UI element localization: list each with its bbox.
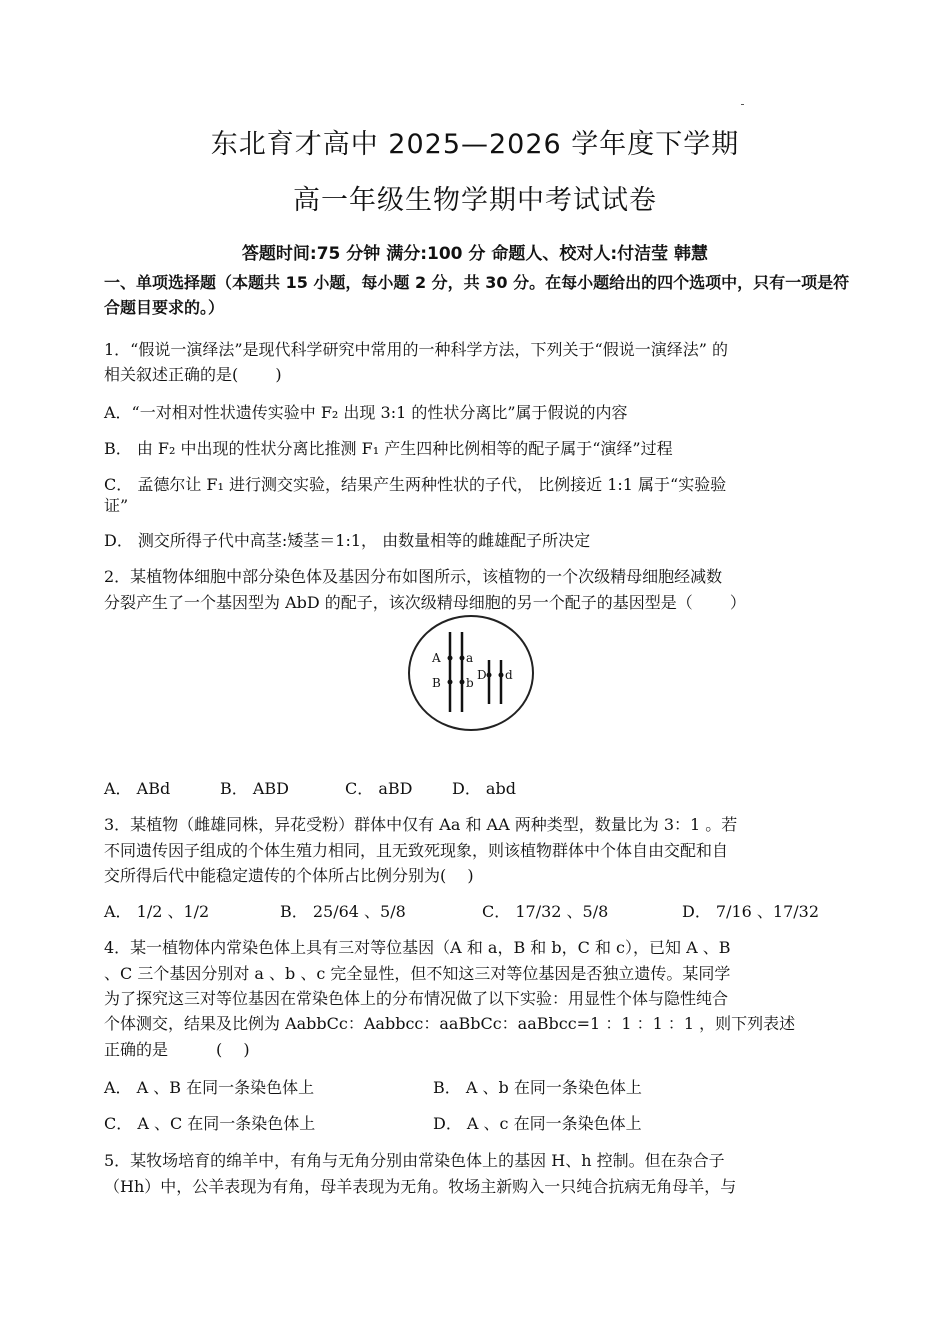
gene-label-b: b <box>466 676 474 690</box>
q4-stem-line5: 正确的是 ( ) <box>104 1040 250 1059</box>
q4-option-a: A． A 、B 在同一条染色体上 <box>104 1078 315 1097</box>
gene-label-A: A <box>432 651 441 665</box>
q4-stem-line3: 为了探究这三对等位基因在常染色体上的分布情况做了以下实验：用显性个体与隐性纯合 <box>104 989 729 1008</box>
gene-label-a: a <box>466 651 474 665</box>
q3-option-a: A． 1/2 、1/2 <box>104 902 210 921</box>
q1-stem-line1: 1．“假说一演绎法”是现代科学研究中常用的一种科学方法，下列关于“假说一演绎法” 的 <box>104 340 728 359</box>
q5-stem-line2: （Hh）中，公羊表现为有角，母羊表现为无角。牧场主新购入一只纯合抗病无角母羊，与 <box>104 1177 737 1196</box>
q3-option-b: B． 25/64 、5/8 <box>280 902 406 921</box>
page-title: 东北育才高中 2025—2026 学年度下学期 <box>210 129 740 160</box>
q2-option-a: A． ABd <box>104 779 171 798</box>
q1-option-b: B． 由 F₂ 中出现的性状分离比推测 F₁ 产生四种比例相等的配子属于“演绎”过程 <box>104 439 673 458</box>
q4-stem-line2: 、C 三个基因分别对 a 、b 、c 完全显性，但不知这三对等位基因是否独立遗传。某同学 <box>104 964 731 983</box>
cell-outline <box>409 616 533 730</box>
gene-label-D: D <box>477 668 487 682</box>
q4-option-c: C． A 、C 在同一条染色体上 <box>104 1114 316 1133</box>
q1-option-a: A．“一对相对性状遗传实验中 F₂ 出现 3:1 的性状分离比”属于假说的内容 <box>104 403 628 422</box>
q3-option-c: C． 17/32 、5/8 <box>482 902 609 921</box>
q1-option-c-line1: C． 孟德尔让 F₁ 进行测交实验，结果产生两种性状的子代， 比例接近 1:1 属于“实验验 <box>104 475 727 494</box>
q3-option-d: D． 7/16 、17/32 <box>682 902 820 921</box>
q4-option-b: B． A 、b 在同一条染色体上 <box>433 1078 642 1097</box>
q1-option-c-line2: 证” <box>104 496 129 515</box>
q4-stem-line1: 4．某一植物体内常染色体上具有三对等位基因（A 和 a，B 和 b，C 和 c），已知 A 、B <box>104 938 731 957</box>
q2-option-b: B． ABD <box>220 779 289 798</box>
q2-option-c: C． aBD <box>345 779 413 798</box>
q2-stem-line2: 分裂产生了一个基因型为 AbD 的配子，该次级精母细胞的另一个配子的基因型是（ ） <box>104 593 746 612</box>
q4-option-d: D． A 、c 在同一条染色体上 <box>433 1114 642 1133</box>
q4-stem-line4: 个体测交，结果及比例为 AabbCc：Aabbcc：aaBbCc：aaBbcc=1 ：1 ：1 ：1 ，则下列表述 <box>104 1014 796 1033</box>
q1-option-d: D． 测交所得子代中高茎:矮茎＝1:1， 由数量相等的雌雄配子所决定 <box>104 531 591 550</box>
q2-option-d: D． abd <box>452 779 516 798</box>
q3-stem-line2: 不同遗传因子组成的个体生殖力相同，且无致死现象，则该植物群体中个体自由交配和自 <box>104 841 729 860</box>
q5-stem-line1: 5．某牧场培育的绵羊中，有角与无角分别由常染色体上的基因 H、h 控制。但在杂合子 <box>104 1151 725 1170</box>
section-heading: 一、单项选择题（本题共 15 小题，每小题 2 分，共 30 分。在每小题给出的四个选项中，只有一项是符合题目要求的。） <box>104 273 850 317</box>
exam-meta: 答题时间:75 分钟 满分:100 分 命题人、校对人:付洁莹 韩慧 <box>241 244 709 264</box>
q1-stem-line2: 相关叙述正确的是( ) <box>104 365 282 384</box>
gene-label-B: B <box>432 676 441 690</box>
q3-stem-line1: 3．某植物（雌雄同株，异花受粉）群体中仅有 Aa 和 AA 两种类型，数量比为 3：1 。若 <box>104 815 738 834</box>
page-subtitle: 高一年级生物学期中考试试卷 <box>293 185 657 216</box>
q2-stem-line1: 2．某植物体细胞中部分染色体及基因分布如图所示，该植物的一个次级精母细胞经减数 <box>104 567 723 586</box>
scan-mark <box>741 104 744 105</box>
chromosome-figure <box>405 612 537 734</box>
q3-stem-line3: 交所得后代中能稳定遗传的个体所占比例分别为( ) <box>104 866 474 885</box>
gene-label-d: d <box>505 668 513 682</box>
